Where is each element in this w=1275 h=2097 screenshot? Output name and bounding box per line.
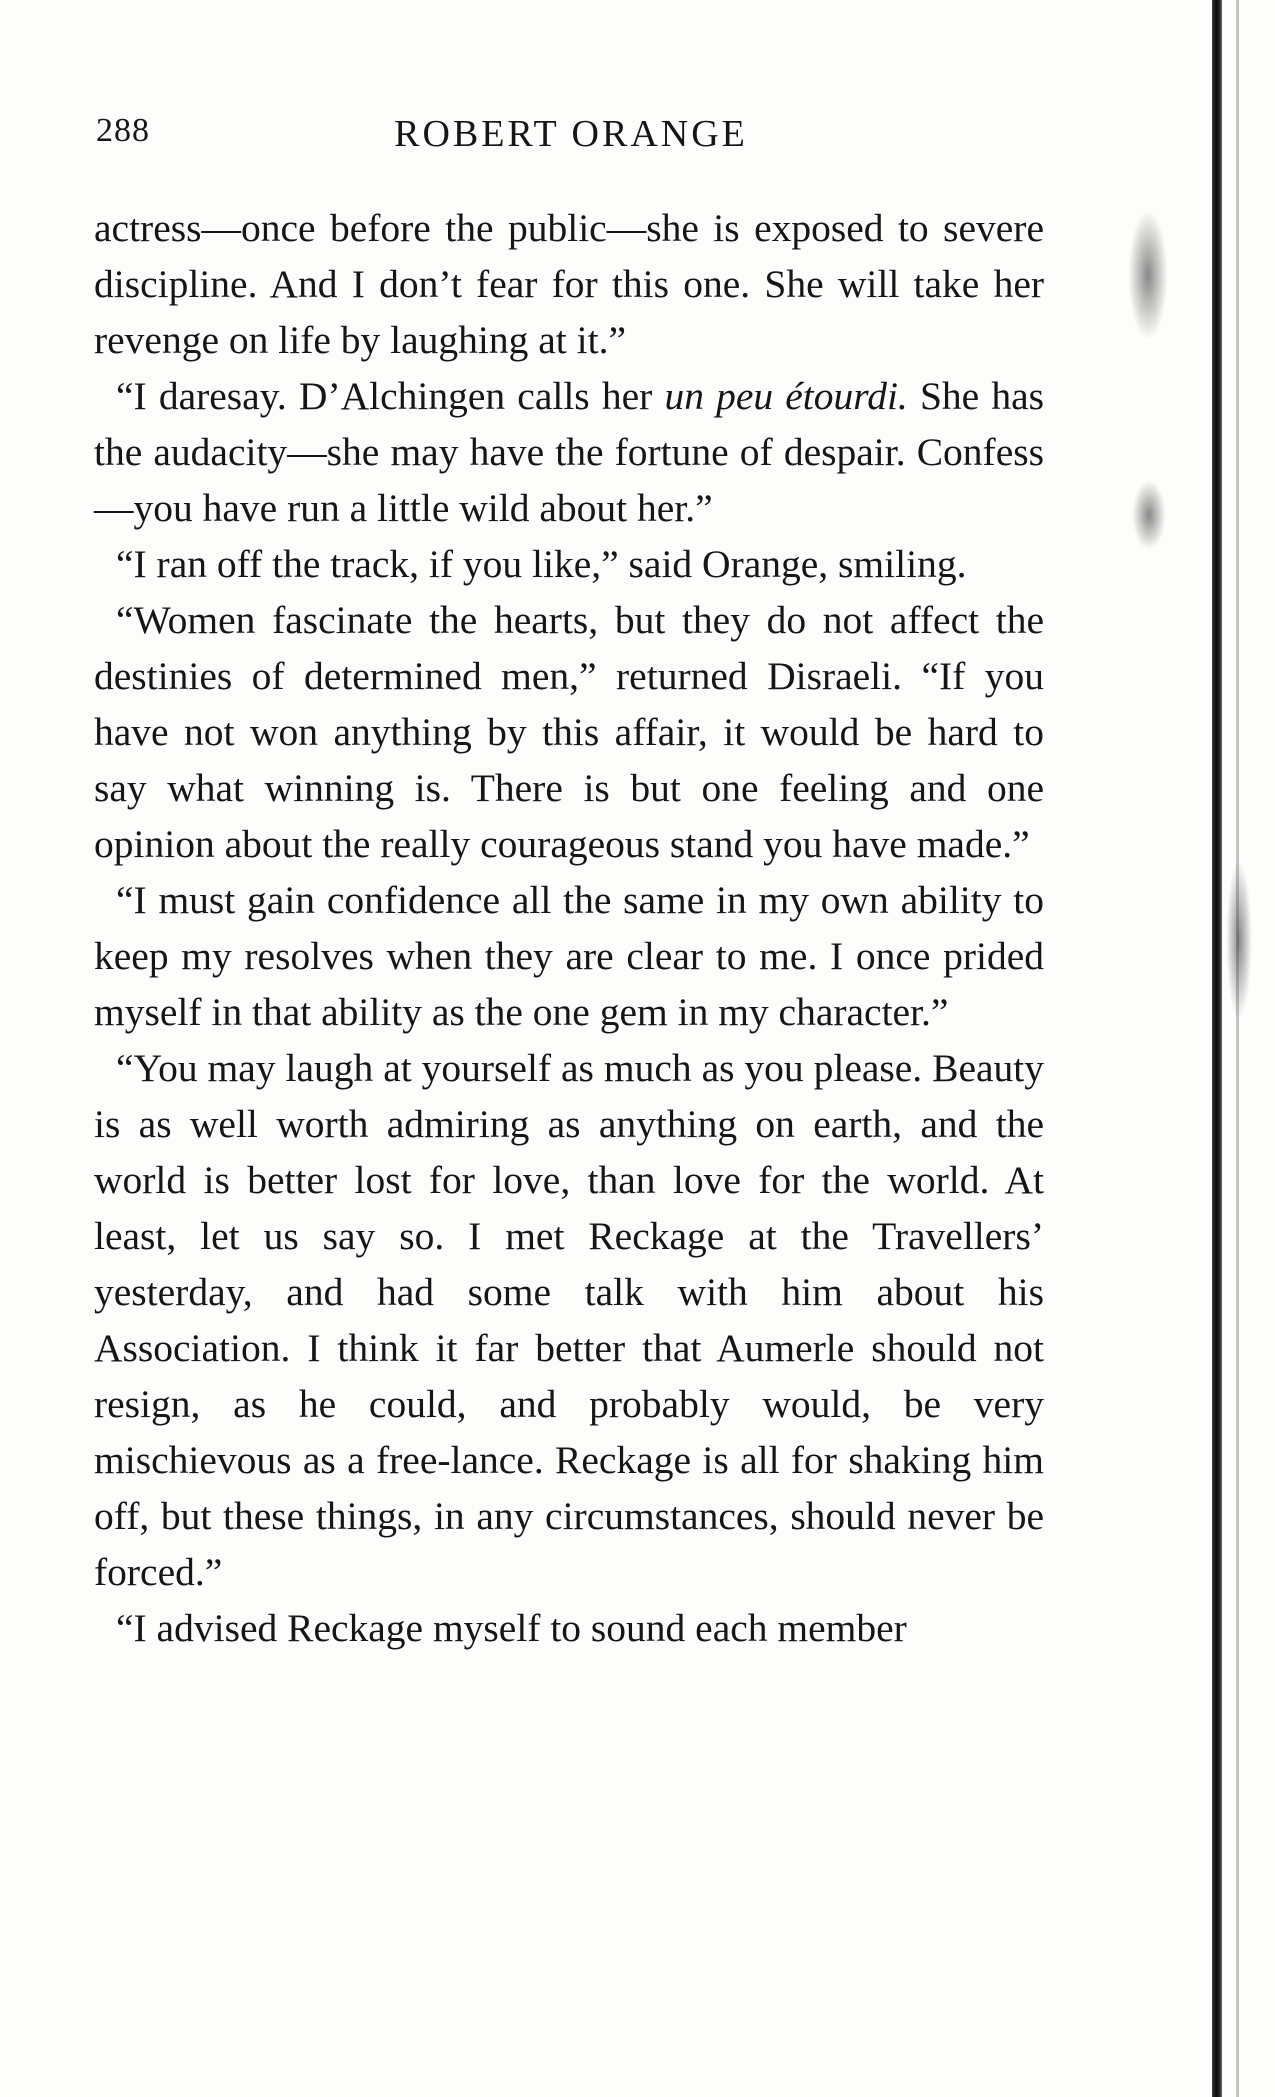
page-edge-line [1236, 0, 1239, 2097]
text-segment: “I daresay. D’Alchingen calls her [116, 374, 665, 418]
text-segment: She has the audacity—she may have the fortune of despair. Confess—you have run a little wild about her.” [94, 374, 1045, 530]
italic-phrase: un peu étourdi. [664, 374, 908, 418]
paragraph-6 [94, 1040, 1044, 1600]
body-text [94, 200, 1044, 1656]
text-segment: “Women fascinate the hearts, but they do not affect the destinies of determined men,” returned Disraeli. “If you have not won anything by this affair, it would be hard to say what winning is. There is but one feeling and one opinion about the really courageous stand you have made.” [94, 598, 1044, 866]
paragraph-7 [94, 1600, 1044, 1656]
paragraph-1 [94, 200, 1044, 368]
scan-smudge [1128, 210, 1168, 340]
page-gutter-shadow [1212, 0, 1222, 2097]
scan-smudge [1226, 860, 1252, 1020]
paragraph-5 [94, 872, 1044, 1040]
paragraph-2 [94, 368, 1044, 536]
text-segment: “I ran off the track, if you like,” said Orange, smiling. [116, 542, 967, 586]
page-number: 288 [96, 112, 150, 149]
text-segment: “I advised Reckage myself to sound each member [116, 1606, 907, 1650]
paragraph-4 [94, 592, 1044, 872]
running-head [96, 112, 1046, 162]
text-segment: “I must gain confidence all the same in my own ability to keep my resolves when they are clear to me. I once prided myself in that ability as the one gem in my character.” [94, 878, 1044, 1034]
text-segment: “You may laugh at yourself as much as you please. Beauty is as well worth admiring as anything on earth, and the world is better lost for love, than love for the world. At least, let us say so. I met Reckage at the Travellers’ yesterday, and had some talk with him about his Association. I think it far better that Aumerle should not resign, as he could, and probably would, be very mischievous as a free-lance. Reckage is all for shaking him off, but these things, in any circumstances, should never be forced.” [94, 1046, 1044, 1594]
text-segment: actress—once before the public—she is exposed to severe discipline. And I don’t fear for this one. She will take her revenge on life by laughing at it.” [94, 206, 1044, 362]
scan-smudge [1132, 480, 1166, 550]
paragraph-3 [94, 536, 1044, 592]
running-title: ROBERT ORANGE [394, 113, 748, 155]
